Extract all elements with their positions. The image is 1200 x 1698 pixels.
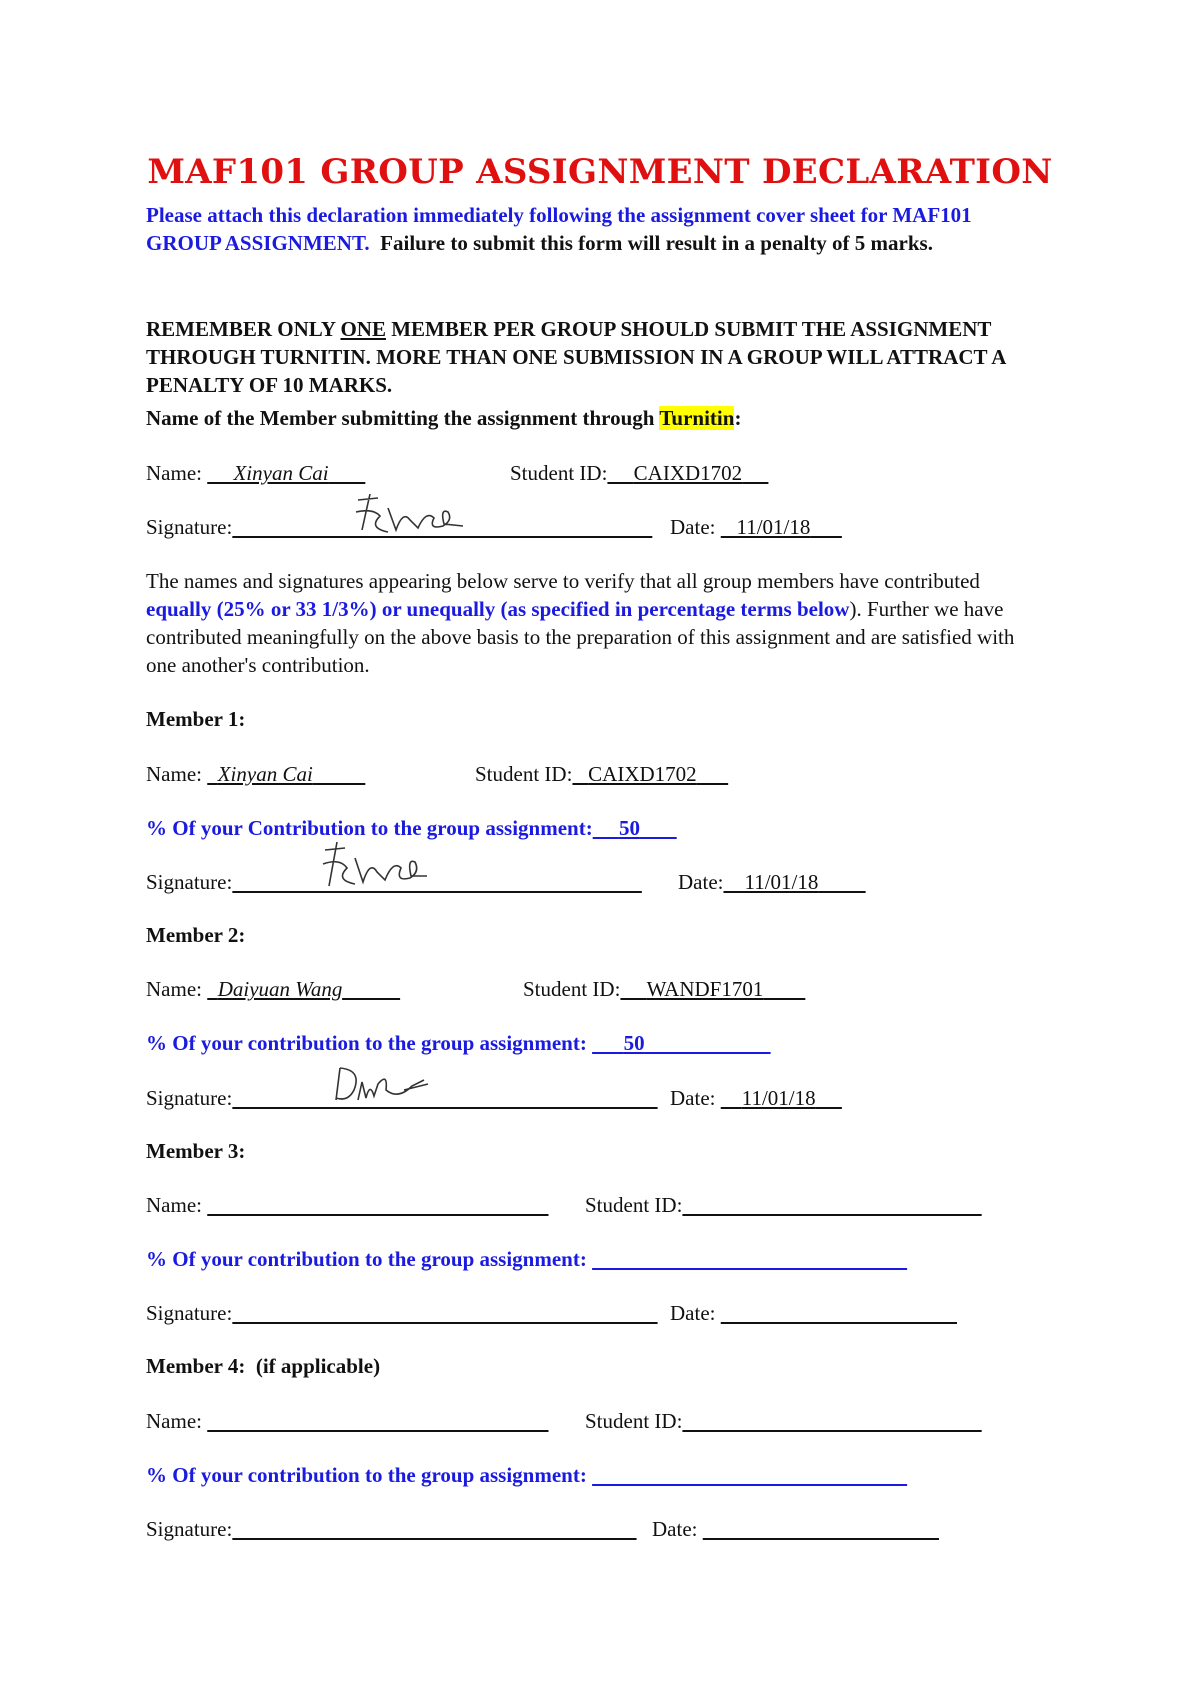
remember-post: MEMBER PER GROUP SHOULD SUBMIT THE ASSIGNMENT THROUGH TURNITIN. MORE THAN ONE SUBMISSION IN A GROUP WILL ATTRACT A PENALTY OF 10 MARKS.: [146, 317, 1006, 397]
student-id-label: Student ID:: [475, 762, 573, 786]
student-id-value: CAIXD1702: [633, 461, 743, 485]
member3-signature-row: [146, 1300, 658, 1326]
submitter-date-row: [670, 514, 842, 540]
member1-name-row: [146, 761, 365, 787]
contribution-label: % Of your Contribution to the group assignment:: [146, 816, 593, 840]
member3-name-row: [146, 1192, 548, 1218]
member4-signature-row: [146, 1516, 637, 1542]
member2-id-row: [523, 976, 805, 1002]
intro-instruction: Please attach this declaration immediately following the assignment cover sheet for MAF101 GROUP ASSIGNMENT.: [146, 203, 972, 255]
student-id-label: Student ID:: [523, 977, 621, 1001]
remember-paragraph: [146, 315, 1046, 399]
signature-label: Signature:: [146, 1301, 233, 1325]
intro-paragraph: [146, 201, 1046, 257]
submitter-prompt-text: Name of the Member submitting the assignment through: [146, 406, 660, 430]
contribution-label: % Of your contribution to the group assignment:: [146, 1247, 587, 1271]
member3-id-field[interactable]: [682, 1193, 981, 1217]
member1-heading: Member 1:: [146, 707, 246, 731]
member2-contribution-value: 50: [623, 1031, 645, 1055]
date-label: Date:: [678, 870, 724, 894]
member3-name-field[interactable]: [207, 1193, 548, 1217]
member4-date-field[interactable]: [703, 1517, 939, 1541]
member4-signature-field[interactable]: [232, 1517, 636, 1541]
date-label: Date:: [670, 1301, 716, 1325]
date-field[interactable]: [721, 515, 842, 539]
member3-contribution-row: [146, 1246, 907, 1272]
page-title: MAF101 GROUP ASSIGNMENT DECLARATION: [147, 152, 1053, 192]
remember-pre: REMEMBER ONLY: [146, 317, 341, 341]
member4-contribution-field[interactable]: [592, 1463, 907, 1487]
turnitin-highlight: Turnitin: [659, 406, 735, 430]
name-label: Name:: [146, 461, 202, 485]
member4-name-field[interactable]: [207, 1409, 548, 1433]
member2-name-field[interactable]: [207, 977, 400, 1001]
contribution-label: % Of your contribution to the group assignment:: [146, 1463, 587, 1487]
member4-id-row: [585, 1408, 982, 1434]
date-label: Date:: [670, 515, 716, 539]
signature-label: Signature:: [146, 1086, 233, 1110]
member1-contribution-value: 50: [618, 816, 640, 840]
name-label: Name:: [146, 762, 202, 786]
member1-date-field[interactable]: [723, 870, 865, 894]
member1-signature-field[interactable]: [232, 870, 642, 894]
name-value: Xinyan Cai: [233, 461, 329, 485]
student-id-label: Student ID:: [585, 1409, 683, 1433]
member3-signature-field[interactable]: [232, 1301, 657, 1325]
member2-name-value: Daiyuan Wang: [217, 977, 343, 1001]
submitter-id-row: [510, 460, 768, 486]
member2-contribution-field[interactable]: [592, 1031, 771, 1055]
name-label: Name:: [146, 1409, 202, 1433]
member1-id-value: CAIXD1702: [588, 762, 697, 786]
member3-date-field[interactable]: [721, 1301, 957, 1325]
name-label: Name:: [146, 1193, 202, 1217]
member1-id-row: [475, 761, 728, 787]
member3-contribution-field[interactable]: [592, 1247, 907, 1271]
member2-id-field[interactable]: [620, 977, 805, 1001]
statement-contribution: equally (25% or 33 1/3%) or unequally (as specified in percentage terms below: [146, 597, 850, 621]
member2-name-row: [146, 976, 400, 1002]
date-value: 11/01/18: [736, 515, 811, 539]
student-id-label: Student ID:: [585, 1193, 683, 1217]
submitter-prompt: [146, 405, 741, 431]
member3-id-row: [585, 1192, 982, 1218]
member2-signature-field[interactable]: [232, 1086, 657, 1110]
submitter-prompt-colon: :: [734, 406, 742, 430]
member1-date-value: 11/01/18: [744, 870, 819, 894]
member1-contribution-field[interactable]: [593, 816, 677, 840]
signature-label: Signature:: [146, 515, 233, 539]
member4-id-field[interactable]: [682, 1409, 981, 1433]
member4-heading: Member 4: (if applicable): [146, 1354, 381, 1378]
statement-text: The names and signatures appearing below serve to verify that all group members have contributed: [146, 569, 980, 593]
signature-image: [348, 490, 468, 540]
member1-id-field[interactable]: [572, 762, 728, 786]
signature-label: Signature:: [146, 870, 233, 894]
signature-label: Signature:: [146, 1517, 233, 1541]
member1-name-field[interactable]: [207, 762, 365, 786]
date-label: Date:: [670, 1086, 716, 1110]
name-field[interactable]: [207, 461, 365, 485]
submitter-name-row: [146, 460, 365, 486]
member4-if-applicable: (if applicable): [255, 1354, 381, 1378]
student-id-field[interactable]: [607, 461, 768, 485]
statement-paragraph: [146, 567, 1046, 679]
contribution-label: % Of your contribution to the group assignment:: [146, 1031, 587, 1055]
member4-date-row: [652, 1516, 939, 1542]
member1-signature-image: [315, 838, 435, 894]
member3-heading: Member 3:: [146, 1139, 246, 1163]
member2-signature-image: [328, 1060, 438, 1110]
member2-date-field[interactable]: [721, 1086, 842, 1110]
remember-one: ONE: [340, 317, 386, 341]
member2-date-row: [670, 1085, 842, 1111]
member3-date-row: [670, 1300, 957, 1326]
member1-name-value: Xinyan Cai: [217, 762, 313, 786]
student-id-label: Student ID:: [510, 461, 608, 485]
date-label: Date:: [652, 1517, 698, 1541]
member2-date-value: 11/01/18: [741, 1086, 816, 1110]
member1-date-row: [678, 869, 866, 895]
member2-heading: Member 2:: [146, 923, 246, 947]
statement-text-end: ). Further we have contributed meaningfully on the above basis to the preparation of this assignment and are satisfied with one another's contribution.: [146, 597, 1015, 677]
member4-name-row: [146, 1408, 548, 1434]
name-label: Name:: [146, 977, 202, 1001]
member4-contribution-row: [146, 1462, 907, 1488]
member2-id-value: WANDF1701: [646, 977, 764, 1001]
member2-contribution-row: [146, 1030, 771, 1056]
intro-penalty: Failure to submit this form will result in a penalty of 5 marks.: [380, 231, 933, 255]
